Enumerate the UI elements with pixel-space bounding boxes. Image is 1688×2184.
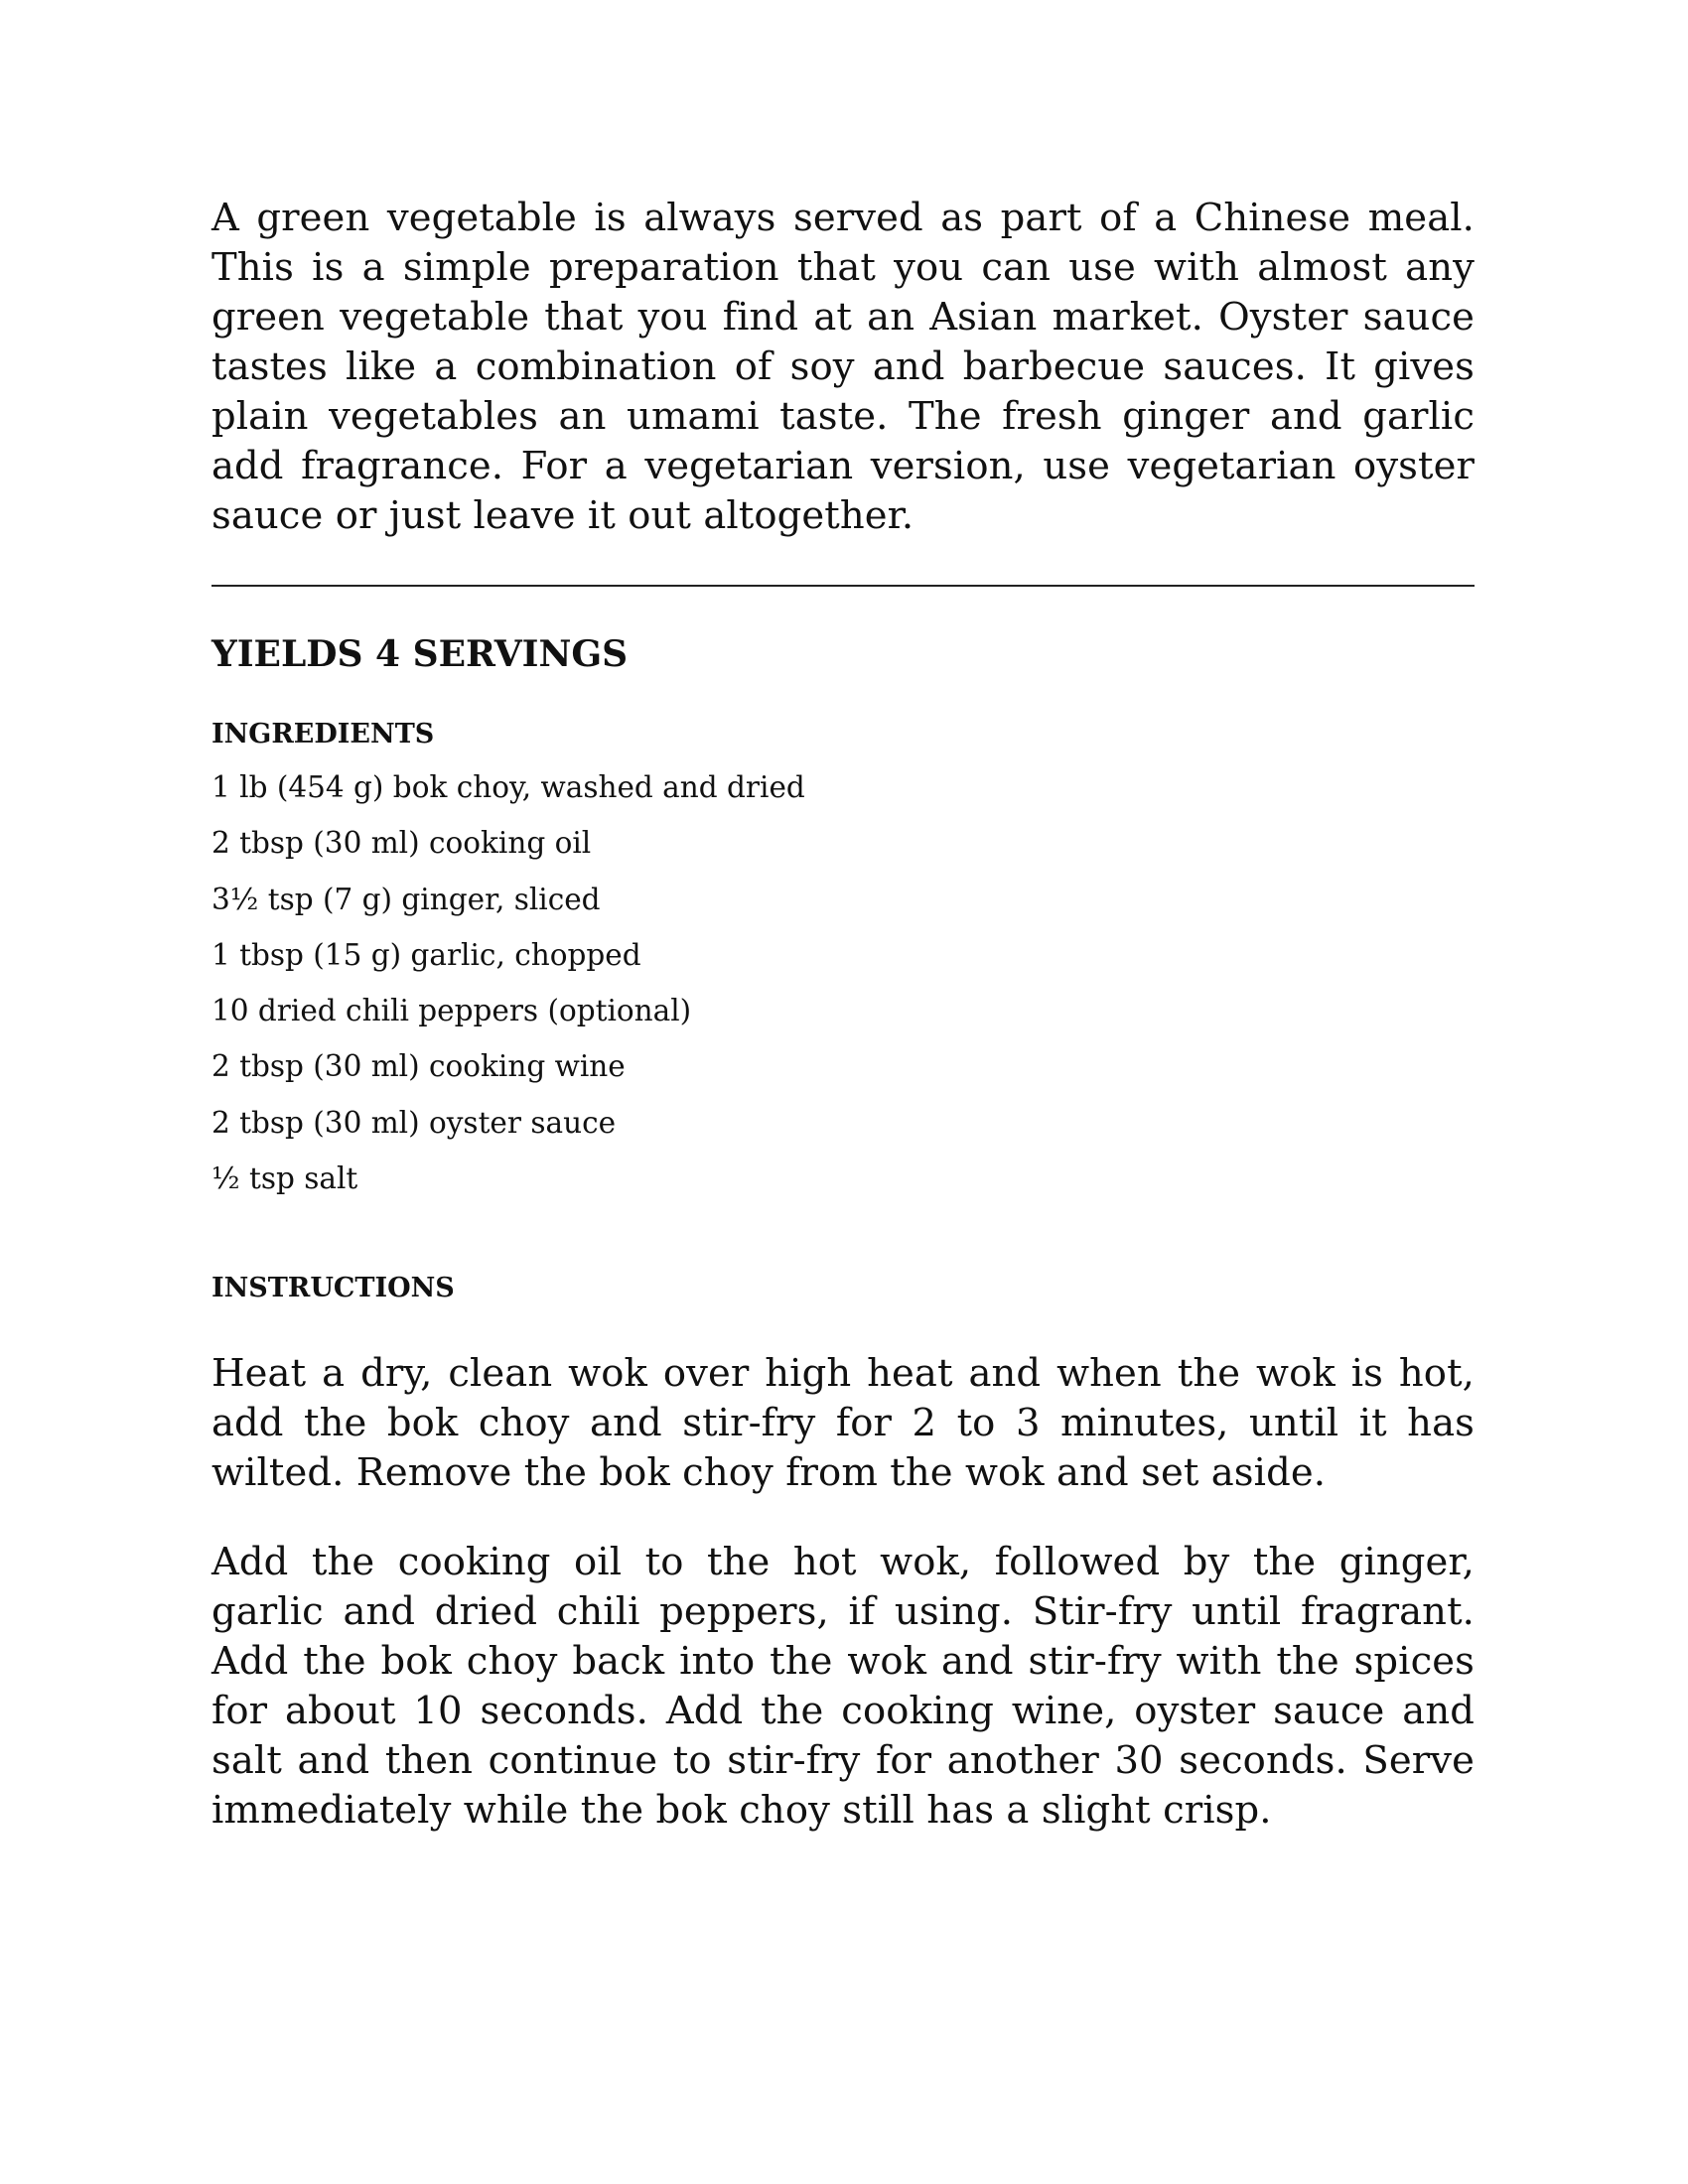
yields-heading: YIELDS 4 SERVINGS (211, 633, 629, 675)
ingredient-item: 1 tbsp (15 g) garlic, chopped (211, 937, 641, 972)
ingredient-item: 10 dried chili peppers (optional) (211, 994, 692, 1028)
intro-paragraph: A green vegetable is always served as part of a Chinese meal. This is a simple preparation that you can use with almost any green vegetable that you find at an Asian market. Oyster sauce tastes like a combination of soy and barbecue sauces. It gives plain vegetables an umami taste. The fresh ginger and garlic add fragrance. For a vegetarian version, use vegetarian oyster sauce or just leave it out altogether. (211, 196, 1475, 538)
recipe-page (211, 194, 1475, 1836)
ingredient-item: 2 tbsp (30 ml) oyster sauce (211, 1105, 617, 1140)
ingredient-item: 3½ tsp (7 g) ginger, sliced (211, 882, 601, 916)
ingredient-item: 2 tbsp (30 ml) cooking wine (211, 1049, 626, 1084)
ingredient-item: 2 tbsp (30 ml) cooking oil (211, 826, 592, 861)
ingredient-item: ½ tsp salt (211, 1161, 358, 1196)
instruction-step: Heat a dry, clean wok over high heat and when the wok is hot, add the bok choy and stir-fry for 2 to 3 minutes, until it has wilted. Remove the bok choy from the wok and set aside. (211, 1351, 1475, 1496)
instructions-heading: INSTRUCTIONS (211, 1273, 455, 1304)
section-divider (211, 585, 1475, 587)
ingredients-heading: INGREDIENTS (211, 719, 435, 750)
instruction-step: Add the cooking oil to the hot wok, followed by the ginger, garlic and dried chili peppers, if using. Stir-fry until fragrant. Add the bok choy back into the wok and stir-fry with the spices for about 10 seconds. Add the cooking wine, oyster sauce and salt and then continue to stir-fry for another 30 seconds. Serve immediately while the bok choy still has a slight crisp. (211, 1540, 1475, 1834)
ingredient-list (211, 769, 1475, 1196)
ingredient-item: 1 lb (454 g) bok choy, washed and dried (211, 770, 805, 804)
